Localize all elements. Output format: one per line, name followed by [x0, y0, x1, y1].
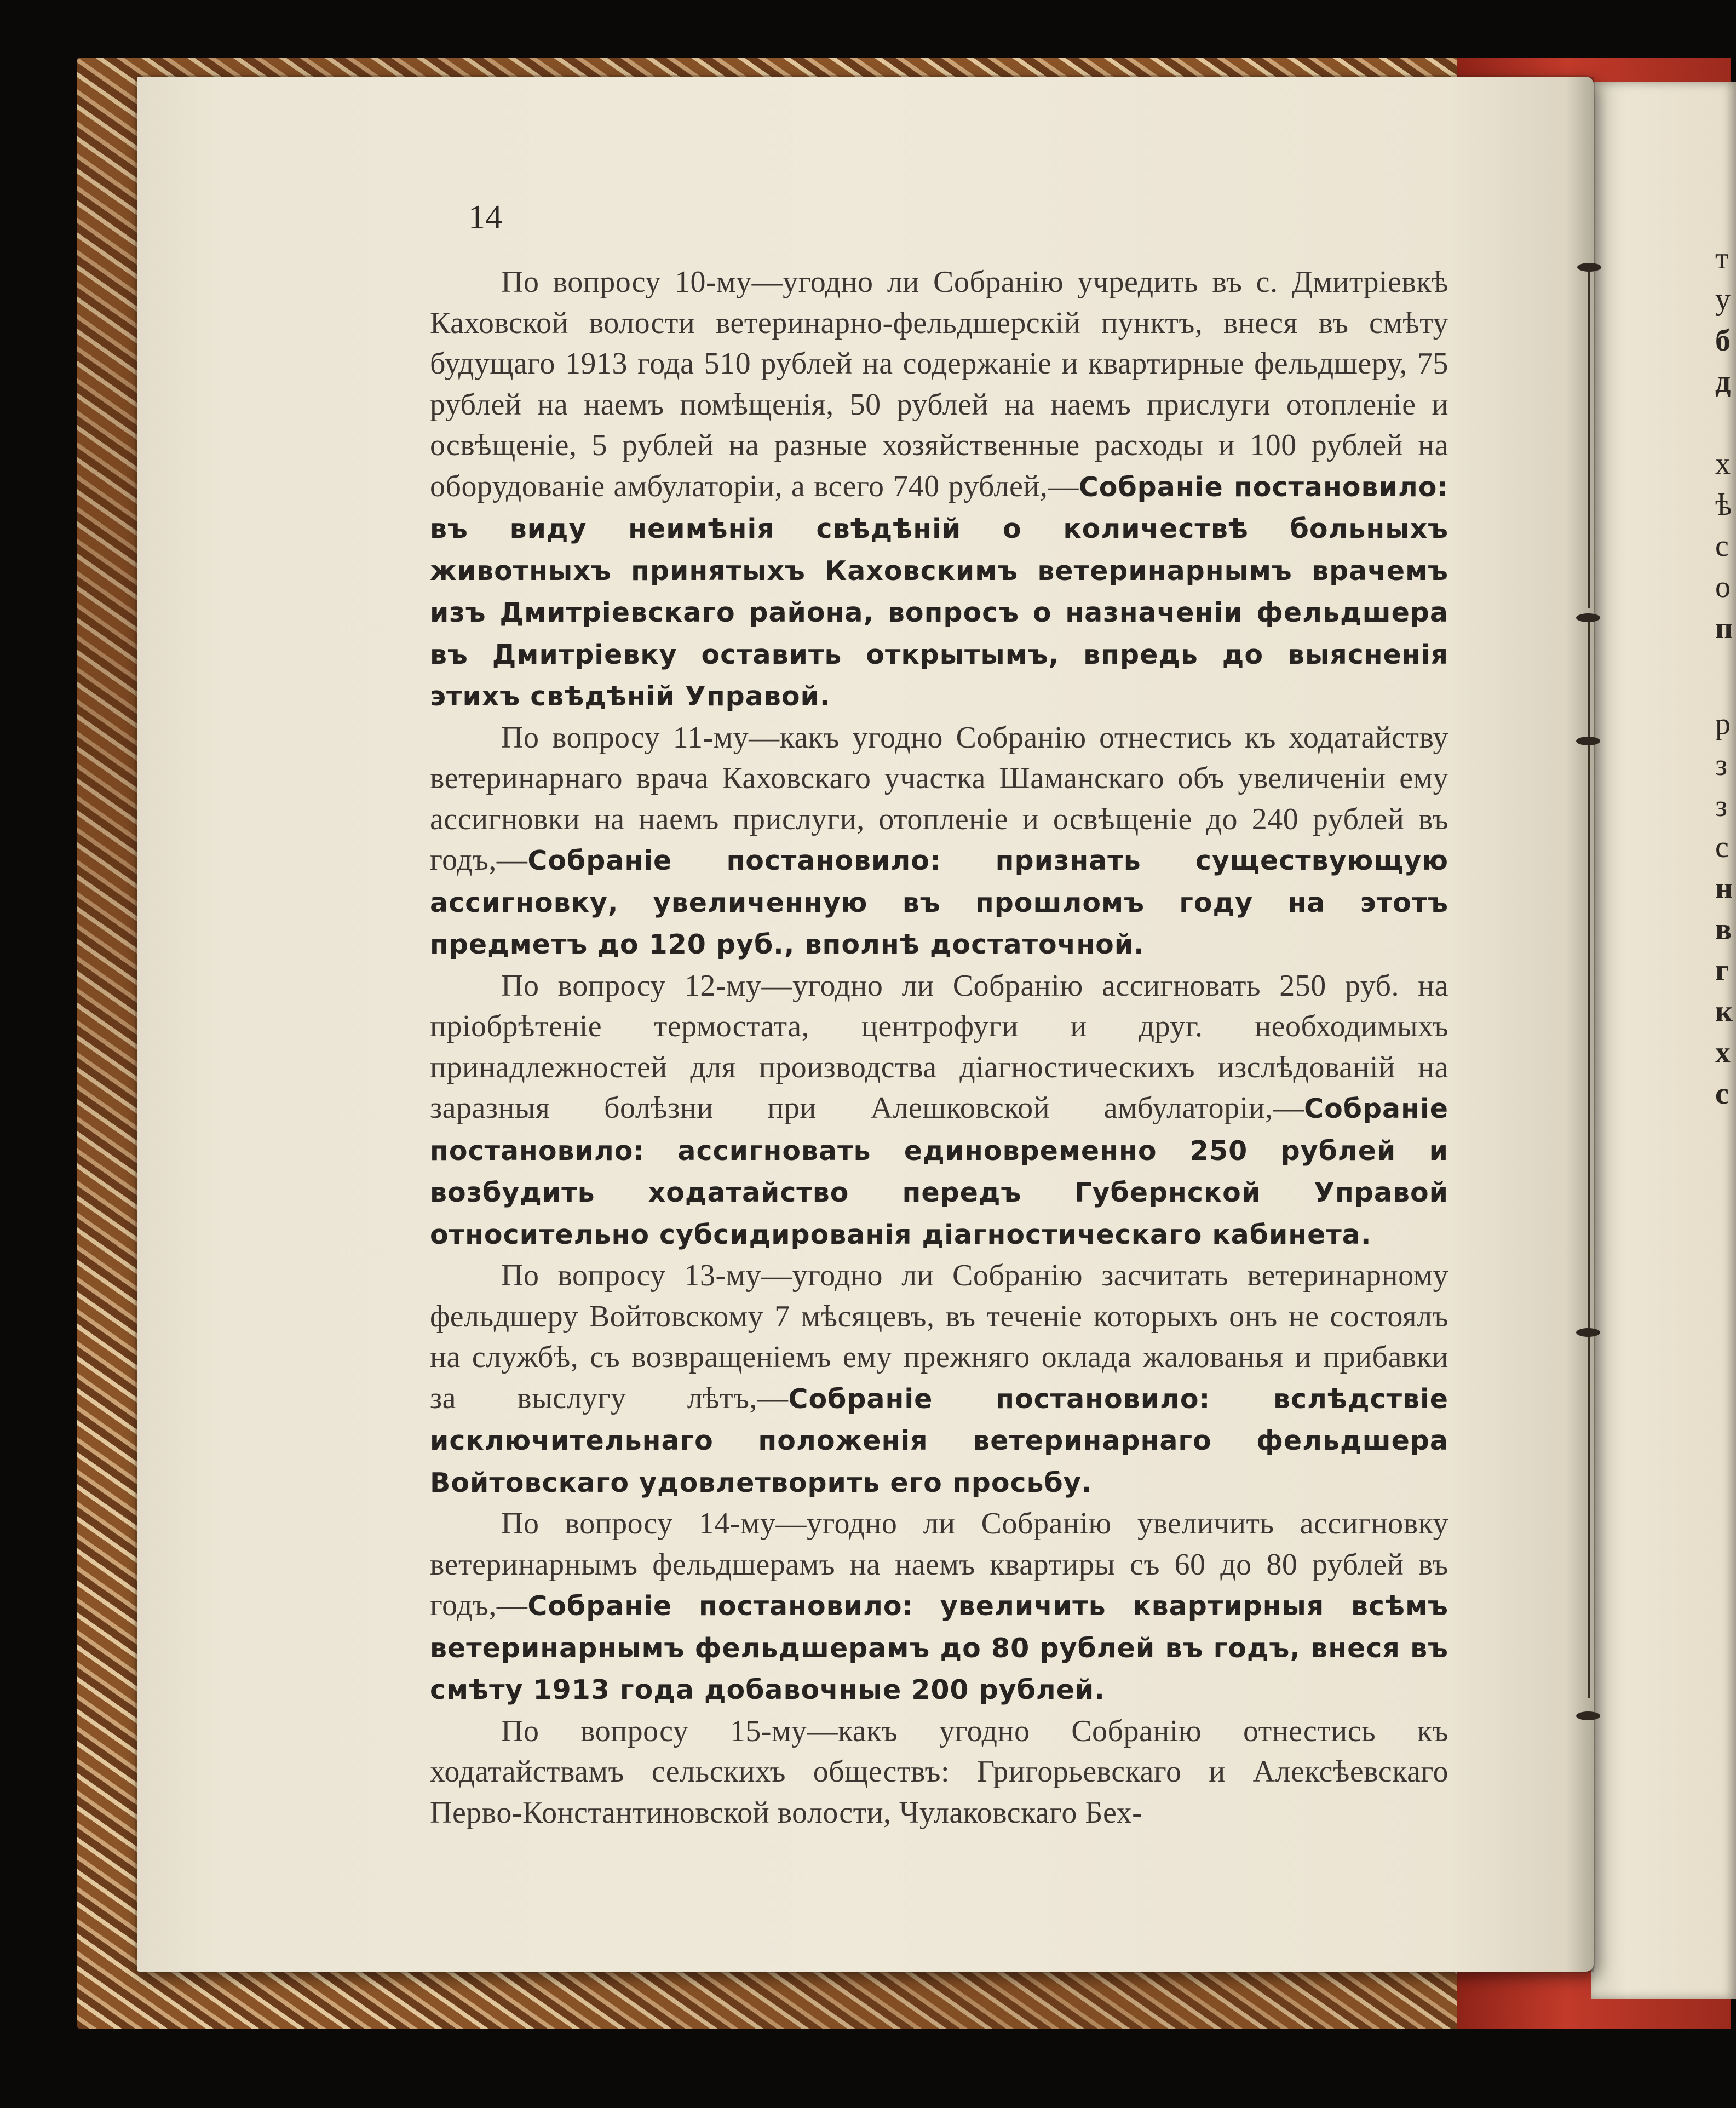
question-text: По вопросу 11-му—какъ угодно Собранію отнестись къ ходатайству ветеринарнаго врача Каховскаго участка Шаманскаго объ увеличеніи ему ассигновки на наемъ прислуги, отопленіе и освѣщеніе до 240 рублей въ годъ,— — [430, 720, 1448, 877]
paragraph-question-14 — [430, 1503, 1448, 1711]
facing-fragment: с — [1715, 529, 1729, 563]
paragraph-question-12 — [430, 966, 1448, 1256]
facing-fragment: г — [1715, 954, 1729, 987]
paragraph-question-10 — [430, 262, 1448, 717]
facing-fragment: х — [1715, 447, 1731, 481]
facing-fragment: ѣ — [1715, 488, 1732, 522]
facing-fragment: з — [1715, 748, 1728, 782]
question-text: По вопросу 13-му—угодно ли Собранію засчитать ветеринарному фельдшеру Войтовскому 7 мѣсяцевъ, въ теченіе которыхъ онъ не состоялъ на службѣ, съ возвращеніемъ ему прежняго оклада жалованья и прибавки за выслугу лѣтъ,— — [430, 1259, 1448, 1415]
facing-fragment: п — [1715, 611, 1733, 645]
resolution-text: Собраніе постановило: признать существующую ассигновку, увеличенную въ прошломъ году на этотъ предметъ до 120 руб., вполнѣ достаточной. — [430, 845, 1448, 960]
question-text: По вопросу 14-му—угодно ли Собранію увеличить ассигновку ветеринарнымъ фельдшерамъ на наемъ квартиры съ 60 до 80 рублей въ годъ,— — [430, 1507, 1448, 1622]
binding-thread — [1588, 268, 1590, 608]
resolution-text: Собраніе постановило: въ виду неимѣнія свѣдѣній о количествѣ больныхъ животныхъ принятыхъ Каховскимъ ветеринарнымъ врачемъ изъ Дмитріевскаго района, вопросъ о назначеніи фельдшера въ Дмитріевку оставить открытымъ, впредь до выясненія этихъ свѣдѣній Управой. — [430, 471, 1448, 712]
body-text — [430, 262, 1448, 1834]
facing-fragment: р — [1715, 707, 1731, 741]
paragraph-question-15 — [430, 1711, 1448, 1835]
resolution-text: Собраніе постановило: увеличить квартирныя всѣмъ ветеринарнымъ фельдшерамъ до 80 рублей въ годъ, внеся въ смѣту 1913 года добавочные 200 рублей. — [430, 1590, 1448, 1705]
facing-fragment: с — [1715, 830, 1729, 864]
question-text: По вопросу 10-му—угодно ли Собранію учредить въ с. Дмитріевкѣ Каховской волости ветеринарно-фельдшерскій пунктъ, внеся въ смѣту будущаго 1913 года 510 рублей на содержаніе и квартирные фельдшеру, 75 рублей на наемъ помѣщенія, 50 рублей на наемъ прислуги отопленіе и освѣщеніе, 5 рублей на разные хозяйственные расходы и 100 рублей на оборудованіе амбулаторіи, а всего 740 рублей,— — [430, 265, 1448, 503]
question-text: По вопросу 15-му—какъ угодно Собранію отнестись къ ходатайствамъ сельскихъ обществъ: Григорьевскаго и Алексѣевскаго Перво-Константиновской волости, Чулаковскаго Бех- — [430, 1714, 1448, 1830]
facing-fragment: н — [1715, 871, 1733, 905]
facing-fragment: б — [1715, 324, 1731, 358]
facing-page — [1591, 82, 1736, 1999]
facing-fragment: в — [1715, 912, 1732, 946]
binding-knot — [1576, 613, 1600, 622]
facing-fragment: д — [1715, 365, 1731, 399]
question-text: По вопросу 12-му—угодно ли Собранію ассигновать 250 руб. на пріобрѣтеніе термостата, центрофуги и друг. необходимыхъ принадлежностей для производства діагностическихъ изслѣдованій на заразныя болѣзни при Алешковской амбулаторіи,— — [430, 968, 1448, 1125]
facing-fragment: с — [1715, 1077, 1729, 1111]
binding-knot — [1576, 1328, 1600, 1337]
facing-fragment: к — [1715, 995, 1733, 1029]
page-number: 14 — [468, 199, 502, 236]
binding-knot — [1577, 263, 1601, 272]
facing-fragment: х — [1715, 1036, 1731, 1070]
paragraph-question-11 — [430, 717, 1448, 966]
facing-fragment: у — [1715, 283, 1731, 317]
binding-knot — [1576, 737, 1600, 745]
resolution-text: Собраніе постановило: ассигновать единовременно 250 рублей и возбудить ходатайство передъ Губернской Управой относительно субсидированія діагностическаго кабинета. — [430, 1093, 1448, 1250]
resolution-text: Собраніе постановило: вслѣдствіе исключительнаго положенія ветеринарнаго фельдшера Войтовскаго удовлетворить его просьбу. — [430, 1383, 1449, 1498]
facing-fragment: з — [1715, 789, 1728, 823]
binding-knot — [1576, 1711, 1600, 1720]
facing-fragment: о — [1715, 570, 1731, 604]
binding-thread — [1588, 619, 1590, 1698]
facing-fragment: т — [1715, 242, 1729, 275]
paragraph-question-13 — [430, 1255, 1448, 1503]
